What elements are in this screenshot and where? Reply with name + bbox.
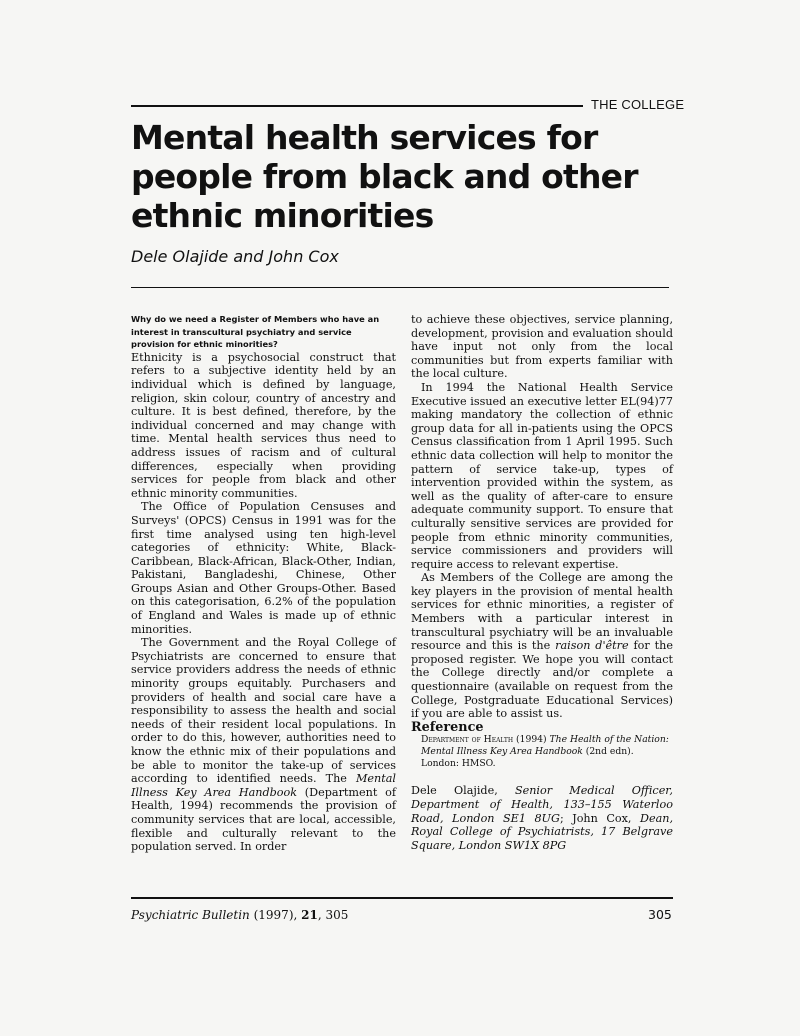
header-rule [131, 105, 583, 107]
left-column [131, 313, 396, 854]
reference-heading: Reference [411, 719, 484, 735]
paragraph-continued: to achieve these objectives, service planning, development, provision and evaluation should have input not only from the local communities but from experts familiar with the local culture. [411, 313, 673, 381]
handbook-title: Mental Illness Key Area Handbook [131, 772, 396, 799]
lead-question: Why do we need a Register of Members who have an interest in transcultural psychiatry and service provision for ethnic minorities? [131, 314, 380, 350]
raison-detre: raison d'être [555, 639, 629, 653]
footer-citation: Psychiatric Bulletin (1997), 21, 305 [131, 908, 349, 922]
title-rule [131, 287, 669, 288]
paragraph-government: The Government and the Royal College of Psychiatrists are concerned to ensure that service providers address the needs of ethnic minority groups equitably. Purchasers and providers of health and social care have a responsibility to assess the health and social needs of their resident local populations. In order to do this, however, authorities need to know the ethnic mix of their populations and be able to monitor the take-up of services according to identified needs. The Mental Illness Key Area Handbook (Department of Health, 1994) recommends the provision of community services that are local, accessible, flexible and culturally relevant to the population served. In order [131, 636, 396, 854]
paragraph-opcs: The Office of Population Censuses and Surveys' (OPCS) Census in 1991 was for the first time analysed using ten high-level categories of ethnicity: White, Black-Caribbean, Black-African, Black-Other, Indian, Pakistani, Bangladeshi, Chinese, Other Groups Asian and Other Groups-Other. Based on this categorisation, 6.2% of the population of England and Wales is made up of ethnic minorities. [131, 500, 396, 636]
reference-entry: Department of Health (1994) The Health of the Nation: Mental Illness Key Area Handbook (2nd edn). London: HMSO. [421, 734, 669, 770]
footer-rule [131, 897, 673, 899]
author-affiliations: Dele Olajide, Senior Medical Officer, Department of Health, 133–155 Waterloo Road, London SE1 8UG; John Cox, Dean, Royal College of Psychiatrists, 17 Belgrave Square, London SW1X 8PG [411, 784, 674, 852]
article-authors: Dele Olajide and John Cox [131, 247, 339, 266]
article-title: Mental health services for people from black and other ethnic minorities [131, 118, 638, 235]
paragraph-nhs: In 1994 the National Health Service Executive issued an executive letter EL(94)77 making mandatory the collection of ethnic group data for all in-patients using the OPCS Census classification from 1 April 1995. Such ethnic data collection will help to monitor the pattern of service take-up, types of intervention provided within the system, as well as the quality of after-care to ensure adequate community support. To ensure that culturally sensitive services are provided for people from ethnic minority communities, service commissioners and providers will require access to relevant expertise. [411, 380, 673, 571]
reference-author: Department of Health [421, 734, 514, 746]
paragraph-members: As Members of the College are among the key players in the provision of mental health services for ethnic minorities, a register of Members with a particular interest in transcultural psychiatry will be an invaluable resource and this is the raison d'être for the proposed register. We hope you will contact the College directly and/or complete a questionnaire (available on request from the College, Postgraduate Educational Services) if you are able to assist us. [411, 571, 673, 721]
paragraph-ethnicity: Ethnicity is a psychosocial construct that refers to a subjective identity held by an individual which is defined by language, religion, skin colour, country of ancestry and culture. It is best defined, therefore, by the individual concerned and may change with time. Mental health services thus need to address issues of racism and of cultural differences, especially when providing services for people from black and other ethnic minority communities. [131, 350, 396, 500]
section-label: THE COLLEGE [591, 97, 685, 112]
reference-title: The Health of the Nation: Mental Illness Key Area Handbook [421, 734, 669, 758]
page-number: 305 [648, 907, 672, 922]
right-column [411, 313, 673, 852]
